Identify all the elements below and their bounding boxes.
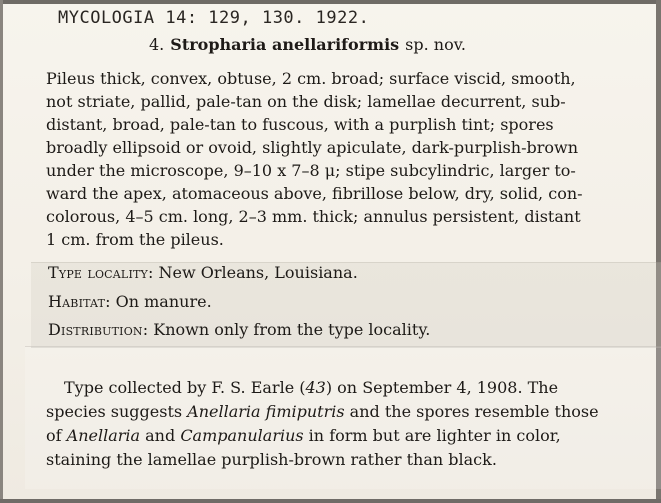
note-line-3 — [46, 424, 636, 447]
description-line: ward the apex, atomaceous above, fibrillose below, dry, solid, con- — [46, 184, 583, 203]
type-locality-label: Type locality — [48, 263, 148, 282]
species-suffix: sp. nov. — [405, 35, 466, 54]
note-text: in form but are lighter in color, — [303, 426, 561, 445]
description-line: Pileus thick, convex, obtuse, 2 cm. broad; surface viscid, smooth, — [46, 69, 576, 88]
type-locality-field: Type locality: New Orleans, Louisiana. — [48, 263, 358, 282]
habitat-value: On manure. — [115, 292, 212, 311]
species-number: 4. — [149, 35, 165, 54]
distribution-value: Known only from the type locality. — [153, 320, 431, 339]
note-text: staining the lamellae purplish-brown rather than black. — [46, 450, 497, 469]
description-line: colorous, 4–5 cm. long, 2–3 mm. thick; annulus persistent, distant — [46, 207, 581, 226]
description-line: under the microscope, 9–10 x 7–8 μ; stipe subcylindric, larger to- — [46, 161, 576, 180]
bottom-edge — [0, 499, 661, 503]
distribution-label: Distribution — [48, 320, 143, 339]
distribution-field: Distribution: Known only from the type locality. — [48, 320, 431, 339]
note-line-1 — [64, 376, 654, 399]
type-locality-value: New Orleans, Louisiana. — [158, 263, 358, 282]
habitat-label: Habitat — [48, 292, 106, 311]
note-text: species suggests — [46, 402, 188, 421]
description-line: 1 cm. from the pileus. — [46, 230, 224, 249]
habitat-field: Habitat: On manure. — [48, 292, 212, 311]
note-taxon: Anellaria — [66, 426, 141, 445]
note-taxon: Anellaria fimiputris — [187, 402, 345, 421]
note-taxon: Campanularius — [180, 426, 304, 445]
note-text: ) on September 4, 1908. The — [325, 378, 559, 397]
description-line: distant, broad, pale-tan to fuscous, with a purplish tint; spores — [46, 115, 554, 134]
note-text: Type collected by F. S. Earle ( — [64, 378, 306, 397]
left-edge — [0, 0, 3, 503]
note-text: and — [140, 426, 181, 445]
description-line: not striate, pallid, pale-tan on the disk; lamellae decurrent, sub- — [46, 92, 566, 111]
note-line-2 — [46, 400, 636, 423]
note-collection-number: 43 — [305, 378, 326, 397]
citation-line: MYCOLOGIA 14: 129, 130. 1922. — [58, 8, 370, 28]
top-edge — [0, 0, 661, 4]
species-heading — [149, 35, 466, 54]
note-text: of — [46, 426, 67, 445]
note-text: and the spores resemble those — [344, 402, 599, 421]
note-line-4 — [46, 448, 636, 471]
description-block — [46, 67, 631, 251]
description-line: broadly ellipsoid or ovoid, slightly apiculate, dark-purplish-brown — [46, 138, 579, 157]
species-name: Stropharia anellariformis — [170, 35, 400, 54]
